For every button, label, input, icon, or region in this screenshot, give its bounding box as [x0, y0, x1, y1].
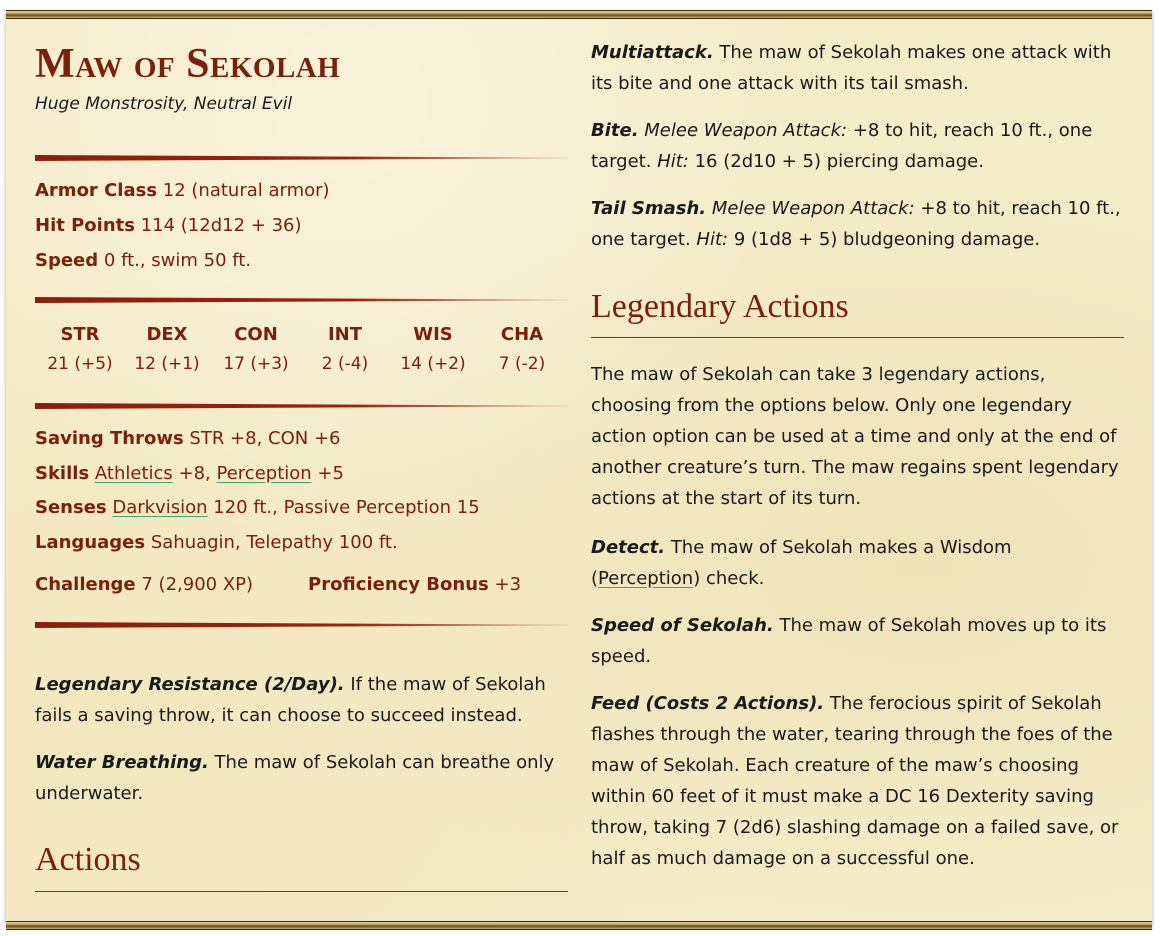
- ability-scores: [35, 324, 568, 384]
- challenge: Challenge 7 (2,900 XP): [35, 574, 254, 595]
- legendary-speed: Speed of Sekolah. The maw of Sekolah moves up to its speed.: [591, 615, 1107, 667]
- saving-throws: Saving Throws STR +8, CON +6: [35, 428, 341, 449]
- ability-wis-value: 14 (+2): [400, 354, 466, 374]
- ability-str-label: STR: [60, 324, 100, 345]
- monster-name: Maw of Sekolah: [35, 41, 341, 87]
- ability-con-value: 17 (+3): [223, 354, 289, 374]
- speed: Speed 0 ft., swim 50 ft.: [35, 250, 252, 271]
- proficiency-bonus: Proficiency Bonus +3: [308, 574, 522, 595]
- ability-str-value: 21 (+5): [47, 354, 113, 374]
- ability-int-value: 2 (-4): [321, 354, 369, 374]
- hit-points: Hit Points 114 (12d12 + 36): [35, 215, 302, 236]
- ability-dex-label: DEX: [146, 324, 188, 345]
- ability-dex-value: 12 (+1): [134, 354, 200, 374]
- legendary-intro: The maw of Sekolah can take 3 legendary actions, choosing from the options below. Only one legendary action option can be used at a time and only at the end of another creature’s turn. The maw regains spent legendary actions at the start of its turn.: [591, 364, 1119, 509]
- actions-rule: [35, 891, 568, 892]
- bottom-border-bar: [6, 921, 1152, 930]
- trait-legendary-resistance: Legendary Resistance (2/Day). If the maw of Sekolah fails a saving throw, it can choose to succeed instead.: [35, 674, 546, 726]
- actions-heading: Actions: [35, 841, 141, 878]
- darkvision-link[interactable]: Darkvision: [112, 497, 208, 518]
- ability-cha-value: 7 (-2): [498, 354, 546, 374]
- legendary-feed: Feed (Costs 2 Actions). The ferocious spirit of Sekolah flashes through the water, tearing through the foes of the maw of Sekolah. Each creature of the maw’s choosing within 60 feet of it must make a DC 16 Dexterity saving throw, taking 7 (2d6) slashing damage on a failed save, or half as much damage on a successful one.: [591, 693, 1119, 869]
- skill-perception-link[interactable]: Perception: [216, 463, 312, 484]
- skill-athletics-link[interactable]: Athletics: [94, 463, 173, 484]
- legendary-actions-rule: [591, 337, 1124, 338]
- trait-water-breathing: Water Breathing. The maw of Sekolah can breathe only underwater.: [35, 752, 555, 804]
- ability-int-label: INT: [327, 324, 363, 345]
- section-divider: [35, 297, 568, 303]
- section-divider: [35, 155, 568, 161]
- section-divider: [35, 403, 568, 409]
- stat-block: [6, 12, 1152, 928]
- monster-type: Huge Monstrosity, Neutral Evil: [35, 94, 293, 114]
- senses: Senses Darkvision 120 ft., Passive Perception 15: [35, 497, 480, 518]
- skills: Skills Athletics +8, Perception +5: [35, 463, 344, 484]
- action-multiattack: Multiattack. The maw of Sekolah makes one attack with its bite and one attack with its tail smash.: [591, 42, 1112, 94]
- perception-link[interactable]: Perception: [598, 568, 694, 589]
- action-tail-smash: Tail Smash. Melee Weapon Attack: +8 to hit, reach 10 ft., one target. Hit: 9 (1d8 + 5) bludgeoning damage.: [591, 198, 1121, 250]
- top-border-bar: [6, 10, 1152, 19]
- ability-con-label: CON: [234, 324, 278, 345]
- languages: Languages Sahuagin, Telepathy 100 ft.: [35, 532, 398, 553]
- legendary-detect: Detect. The maw of Sekolah makes a Wisdom (Perception) check.: [591, 537, 1012, 589]
- action-bite: Bite. Melee Weapon Attack: +8 to hit, reach 10 ft., one target. Hit: 16 (2d10 + 5) piercing damage.: [591, 120, 1093, 172]
- legendary-actions-heading: Legendary Actions: [591, 288, 849, 325]
- ability-cha-label: CHA: [500, 324, 544, 345]
- armor-class: Armor Class 12 (natural armor): [35, 180, 330, 201]
- section-divider: [35, 622, 568, 628]
- ability-wis-label: WIS: [413, 324, 453, 345]
